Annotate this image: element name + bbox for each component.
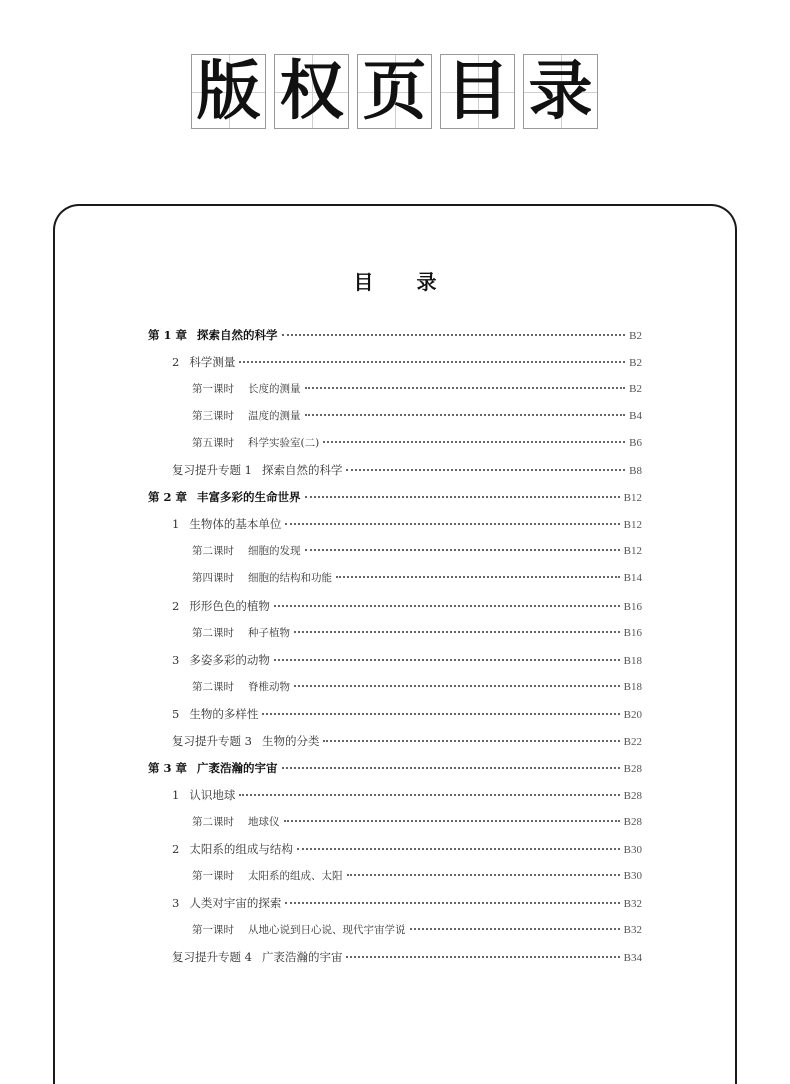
toc-entry-title: 细胞的结构和功能 bbox=[248, 572, 332, 585]
toc-entry-page: B6 bbox=[629, 437, 642, 450]
toc-entry-page: B8 bbox=[629, 465, 642, 478]
toc-entry-number: 第二课时 bbox=[192, 545, 234, 558]
toc-entry-section bbox=[172, 895, 642, 911]
toc-dot-leader bbox=[336, 576, 620, 578]
toc-entry-page: B2 bbox=[629, 357, 642, 370]
toc-entry-page: B12 bbox=[623, 519, 642, 532]
toc-dot-leader bbox=[262, 713, 619, 715]
toc-entry-number: 2 bbox=[172, 355, 180, 370]
toc-entry-title: 地球仪 bbox=[248, 815, 280, 828]
toc-dot-leader bbox=[305, 414, 626, 416]
toc-entry-number: 复习提升专题 4 bbox=[172, 950, 252, 965]
toc-entry-chapter bbox=[148, 489, 642, 505]
banner-char-cell bbox=[440, 54, 515, 129]
toc-entry-lesson bbox=[192, 868, 642, 884]
toc-dot-leader bbox=[323, 441, 625, 443]
toc-entry-page: B20 bbox=[623, 708, 642, 721]
toc-entry-number: 第 1 章 bbox=[148, 328, 188, 342]
toc-entry-number: 第一课时 bbox=[192, 924, 234, 937]
toc-entry-page: B32 bbox=[623, 898, 642, 911]
toc-dot-leader bbox=[285, 523, 619, 525]
toc-entry-page: B30 bbox=[623, 870, 642, 882]
toc-entry-title: 生物体的基本单位 bbox=[189, 517, 282, 532]
toc-entry-title: 种子植物 bbox=[248, 626, 290, 639]
toc-entry-number: 复习提升专题 1 bbox=[172, 463, 252, 478]
banner-char-cell bbox=[357, 54, 432, 129]
toc-entry-section bbox=[172, 841, 642, 857]
toc-entry-page: B2 bbox=[629, 383, 642, 396]
toc-entry-lesson bbox=[192, 814, 642, 830]
toc-dot-leader bbox=[346, 956, 619, 958]
toc-entry-page: B2 bbox=[629, 330, 642, 342]
toc-entry-number: 第五课时 bbox=[192, 437, 234, 450]
toc-dot-leader bbox=[410, 928, 620, 930]
toc-entry-lesson bbox=[192, 570, 642, 586]
banner-char-cell bbox=[523, 54, 598, 129]
toc-entry-title: 长度的测量 bbox=[248, 383, 301, 396]
toc-entry-number: 2 bbox=[172, 598, 180, 613]
toc-entry-number: 1 bbox=[172, 787, 180, 802]
toc-entry-title: 人类对宇宙的探索 bbox=[189, 896, 282, 911]
toc-entry-lesson bbox=[192, 381, 642, 397]
toc-entry-number: 2 bbox=[172, 841, 180, 856]
toc-dot-leader bbox=[274, 605, 620, 607]
toc-entry-number: 复习提升专题 3 bbox=[172, 733, 252, 748]
toc-entry-number: 第二课时 bbox=[192, 626, 234, 639]
toc-entry-title: 探索自然的科学 bbox=[197, 328, 278, 342]
toc-entry-page: B12 bbox=[623, 545, 642, 558]
toc-entry-lesson bbox=[192, 435, 642, 451]
toc-dot-leader bbox=[305, 496, 620, 498]
banner-char: 版 bbox=[196, 54, 261, 129]
toc-entry-number: 3 bbox=[172, 652, 180, 667]
toc-entry-number: 第四课时 bbox=[192, 572, 234, 585]
toc-dot-leader bbox=[323, 740, 619, 742]
banner-char: 录 bbox=[528, 54, 593, 129]
banner-char-cell bbox=[191, 54, 266, 129]
banner-char: 页 bbox=[362, 54, 427, 129]
toc-entry-title: 科学测量 bbox=[189, 355, 236, 370]
toc-entry-page: B12 bbox=[623, 492, 642, 505]
toc-entry-title: 形形色色的植物 bbox=[189, 598, 270, 613]
toc-dot-leader bbox=[294, 631, 620, 633]
toc-entry-chapter bbox=[148, 327, 642, 343]
toc-entry-page: B16 bbox=[623, 626, 642, 639]
toc-entry-title: 广袤浩瀚的宇宙 bbox=[261, 950, 343, 965]
toc-dot-leader bbox=[239, 794, 619, 796]
toc-entry-section bbox=[172, 733, 642, 749]
toc-entry-page: B28 bbox=[623, 762, 642, 775]
toc-entry-page: B34 bbox=[623, 952, 642, 965]
toc-dot-leader bbox=[239, 361, 625, 363]
toc-entry-title: 生物的多样性 bbox=[189, 706, 259, 721]
toc-entry-title: 丰富多彩的生命世界 bbox=[197, 490, 301, 505]
toc-dot-leader bbox=[294, 685, 620, 687]
toc-entry-number: 第三课时 bbox=[192, 410, 234, 423]
banner-char-cell bbox=[274, 54, 349, 129]
toc-entry-lesson bbox=[192, 408, 642, 424]
toc-entry-number: 3 bbox=[172, 896, 180, 911]
toc-dot-leader bbox=[285, 902, 619, 904]
toc-entry-lesson bbox=[192, 625, 642, 641]
toc-entry-page: B16 bbox=[623, 600, 642, 613]
toc-heading: 目 录 bbox=[353, 270, 455, 294]
toc-entry-section bbox=[172, 652, 642, 668]
toc-entry-number: 第二课时 bbox=[192, 680, 234, 693]
toc-entry-page: B28 bbox=[623, 789, 642, 802]
banner-title bbox=[191, 54, 598, 129]
toc-entry-section bbox=[172, 516, 642, 532]
toc-entry-section bbox=[172, 787, 642, 803]
toc-entry-title: 太阳系的组成、太阳 bbox=[248, 870, 343, 882]
toc-entry-page: B14 bbox=[623, 572, 642, 585]
toc-entry-title: 科学实验室(二) bbox=[248, 437, 320, 450]
toc-entry-page: B22 bbox=[623, 735, 642, 748]
toc-dot-leader bbox=[347, 874, 620, 876]
toc-entry-title: 生物的分类 bbox=[261, 733, 320, 748]
toc-dot-leader bbox=[346, 469, 625, 471]
toc-entry-title: 从地心说到日心说、现代宇宙学说 bbox=[248, 924, 406, 937]
toc-dot-leader bbox=[284, 820, 620, 822]
toc-entry-page: B4 bbox=[629, 410, 642, 423]
toc-dot-leader bbox=[274, 659, 620, 661]
toc-entry-lesson bbox=[192, 679, 642, 695]
toc-entry-page: B32 bbox=[623, 924, 642, 937]
toc-entry-chapter bbox=[148, 760, 642, 776]
toc-entry-number: 第 3 章 bbox=[148, 760, 188, 775]
toc-entry-section bbox=[172, 598, 642, 614]
toc-entry-section bbox=[172, 354, 642, 370]
toc-entry-page: B18 bbox=[623, 680, 642, 693]
banner-char: 权 bbox=[279, 54, 344, 129]
toc-entry-title: 多姿多彩的动物 bbox=[189, 652, 270, 667]
toc-entry-page: B28 bbox=[623, 815, 642, 828]
toc-dot-leader bbox=[282, 334, 626, 336]
toc-entry-title: 脊椎动物 bbox=[248, 680, 290, 693]
toc-dot-leader bbox=[282, 767, 620, 769]
toc-dot-leader bbox=[305, 387, 626, 389]
banner-char: 目 bbox=[445, 54, 510, 129]
toc-entry-section bbox=[172, 949, 642, 965]
toc-entry-title: 探索自然的科学 bbox=[261, 463, 343, 478]
toc-dot-leader bbox=[305, 549, 620, 551]
toc-entry-title: 细胞的发现 bbox=[248, 545, 301, 558]
toc-entry-number: 5 bbox=[172, 706, 180, 721]
toc-entry-page: B18 bbox=[623, 654, 642, 667]
toc-dot-leader bbox=[297, 848, 620, 850]
toc-entry-number: 第 2 章 bbox=[148, 490, 188, 505]
toc-entry-title: 温度的测量 bbox=[248, 410, 301, 423]
toc-entry-number: 1 bbox=[172, 517, 180, 532]
toc-entry-page: B30 bbox=[623, 843, 642, 856]
toc-entry-lesson bbox=[192, 922, 642, 938]
toc-entry-number: 第二课时 bbox=[192, 815, 234, 828]
toc-entry-section bbox=[172, 706, 642, 722]
toc-entry-lesson bbox=[192, 543, 642, 559]
toc-entry-number: 第一课时 bbox=[192, 383, 234, 396]
toc-entry-title: 认识地球 bbox=[189, 787, 236, 802]
toc-entry-title: 太阳系的组成与结构 bbox=[189, 841, 293, 856]
toc-entry-number: 第一课时 bbox=[192, 870, 234, 882]
toc-entry-section bbox=[172, 462, 642, 478]
toc-entry-title: 广袤浩瀚的宇宙 bbox=[197, 760, 278, 775]
